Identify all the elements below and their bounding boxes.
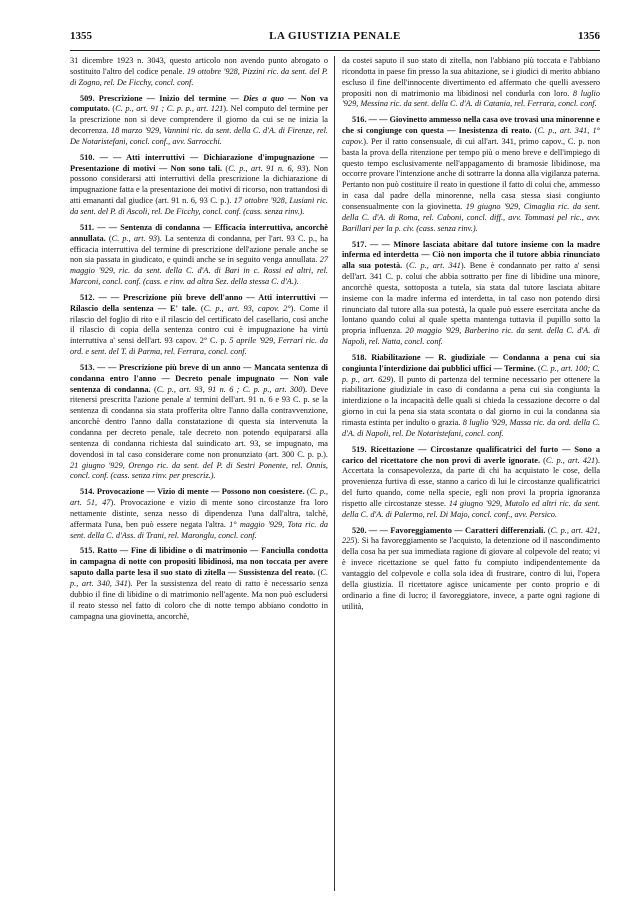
citation-run: 8 luglio '929, Messina ric. da sent. della C. d'A. di Catania, rel. Ferrara, concl. conf. [342,88,601,109]
citation-run: C. p., art. 341 [408,261,461,271]
citation-run: 19 giugno '929, Cimaglia ric. da sent. della C. d'A. di Roma, rel. Caboni, concl. diff., avv. Tommasi pel ric., avv. Barillari per la p. civ. (cass. senza rinv.). [342,201,600,233]
citation-run: 27 maggio '929, ric. da sent. della C. d'A. di Bari in c. Rossi ed altri, rel. Marconi, concl. conf. (cass. e rinv. ad altra Sez. della stessa C. d'A.). [70,255,328,287]
citation-run: C. p., art. 93, 91 n. 6 ; C. p. p., art. 300 [156,384,303,394]
text-run: ( [315,568,321,578]
citation-run: C. p., art. 340, 341 [70,568,329,588]
column-divider [334,56,335,891]
citation-run: 1° maggio '929, Tota ric. da sent. della C. d'Ass. di Trani, rel. Maronglu, concl. conf. [70,519,328,540]
citation-run: C. p., art. 421, 225 [342,525,600,546]
heading-run: 516. — — Giovinetto ammesso nella casa ove trovasi una minorenne e che si congiunge con questa — Inesistenza di reato. [342,115,600,136]
text-run: ). Provocazione e vizio di mente sono circostanze fra loro nettamente distinte, senza nesso di dipendenza l'una dall'altra, talchè, affermata l'una, ben può essere negata l'altra. [70,498,329,529]
heading-run: 515. Ratto — Fine di libidine o di matrimonio — Fanciulla condotta in campagna di notte con propositi libidinosi, ma non toccata per avere saputo dalla parte lesa il suo stato di zitella — Sussistenza del reato. [70,546,328,578]
heading-run: 519. Ricettazione — Circostanze qualificatrici del furto — Sono a carico del ricettatore che non provi di averle ignorate. [342,444,600,465]
entry-r0 [342,56,600,110]
page-header [70,30,600,48]
citation-run: C. p., art. 93 [111,233,157,243]
heading-run: 512. — — Prescrizione più breve dell'anno — Atti interruttivi — Rilascio della sentenza — E' tale. [70,292,328,313]
text-run: ). Per il ratto consensuale, di cui all'art. 341, primo capov., C. p. non basta la prova della ritenzione per tempo più o meno breve e dell'impiego di questo tempo esclusivamente nell'appagamento di bramosie libidinose, ma occorre provare l'intenzione anche di sottrarre la donna alla vigilanza paterna. Pertanto non può costituire il reato in questione il fatto di colui che, ammesso in casa dal padre della minorenne, nella casa stessa siasi congiunto consensualmente con la giovinetta. [342,136,600,211]
text-run: ( [304,487,310,497]
citation-run: 18 marzo '929, Vannini ric. da sent. della C. d'A. di Firenze, rel. De Notaristefani, concl. conf., avv. Sarrocchi. [70,126,328,146]
text-run: da costei saputo il suo stato di zitella, non l'abbiano più toccata e l'abbiano ricondotta in paese fin presso la sua abitazione, se i giudici di merito abbiano escluso il fine dell'innocente divertimento ed affermato che quelli avessero propositi non di matrimonio ma libidinosi nel condurla con loro. [342,56,600,98]
heading-run: — Non va computato. [70,93,329,114]
heading-run: 509. Prescrizione — Inizio del termine — [80,93,244,103]
citation-run: C. p., art. 341, 1° capov. [342,126,600,146]
text-run: ). Il punto di partenza del termine necessario per ottenere la riabilitazione giudiziale in caso di condanna a pena cui sia congiunta la interdizione o la incapacità delle quali si chieda la cessazione decorre o dal giorno in cui la pena sia stata scontata o dal giorno in cui la condanna sia rimasta estinta per indulto o grazia. [342,374,600,427]
citation-run: C. p., art. 91 n. 6, 93 [228,163,306,173]
text-run: ( [402,261,409,271]
text-run: ). La sentenza di condanna, per l'art. 93 C. p., ha efficacia interruttiva del termine di prescrizione dell'azione penale anche se non sia passata in giudicato, e quindi anche se in seguito venga annullata. [70,233,328,265]
entry-l511 [70,223,328,288]
citation-run: 19 ottobre '928, Pizzini ric. da sent. del P. di Zogno, rel. De Ficchy, concl. conf. [70,66,328,87]
heading-run: Dies a quo [243,93,284,103]
heading-run: 511. — — Sentenza di condanna — Efficacia interruttiva, ancorchè annullata. [70,222,328,243]
page-number-right: 1356 [578,30,600,42]
text-run: ). Deve ritenersi prescritta l'azione penale a' termini dell'art. 91 n. 6 e 93 C. p. se la sentenza di condanna sia stata profferita oltre l'anno dalla contravvenzione, ancorchè dentro l'anno dalla constatazione di questa sia intervenuta la condanna per decreto penale, tale decreto non potendo equipararsi alla sentenza di condanna richiesta dal suindicato art. 93, se impugnato, ma dovendosi in tal caso considerare come non pronunziato (art. 300 C. p. p.). [70,384,329,459]
entry-l509 [70,94,328,148]
journal-title: LA GIUSTIZIA PENALE [269,30,401,42]
citation-run: 21 giugno '929, Orengo ric. da sent. del P. di Sestri Ponente, rel. Onnis, concl. conf. (cass. senza rinv. per prescriz.). [70,460,328,481]
left-column [70,56,328,627]
citation-run: C. p., art. 421 [545,455,596,465]
text-run: ). Non possono considerarsi atti interruttivi della prescrizione la dichiarazione di impugnazione fatta e la presentazione dei motivi di ricorso, non trattandosi di atti emananti dal giudice (art. 91 n. 6, 93 C. p.). [70,163,329,206]
text-run: 31 dicembre 1923 n. 3043, questo articolo non avendo punto abrogato o sostituito l'altro del codice penale. [70,56,328,76]
citation-run: 17 ottobre '928, Lusiani ric. da sent. del P. di Ascoli, rel. De Ficchy, concl. conf. (cass. senza rinv.). [70,196,328,216]
text-run: ( [222,163,229,173]
heading-run: 510. — — Atti interruttivi — Dichiarazione d'impugnazione — Presentazione di motivi — Non sono tali. [70,152,328,173]
heading-run: 518. Riabilitazione — R. giudiziale — Condanna a pena cui sia congiunta l'interdizione dai pubblici uffici — Termine. [342,352,600,373]
text-run: ). Accertata la consapevolezza, da parte di chi ha acquistato le cose, della provenienza furtiva di esse, stanno a carico di lui le circostanze qualificatrici del furto quando, come nella specie, egli non provi la propria ignoranza rispetto alle circostanze stesse. [342,455,600,508]
text-run: ). Per la sussistenza del reato di ratto è necessario senza dubbio il fine di libidine o di matrimonio nell'agente. Ma non può escludersi il reato stesso nel fatto di coloro che di notte tempo abbiano condotto in campagna una giovinetta, ancorchè, [70,578,328,621]
citation-run: C. p., art. 51, 47 [70,487,328,508]
entry-l514 [70,487,328,541]
entry-r518 [342,353,600,440]
text-run: ). Si ha favoreggiamento se l'acquisto, la detenzione od il nascondimento della cosa ha per sua immediata ragione di giovare al colpevole del reato; vi è invece ricettazione se quel fatto fu compiuto indipendentemente da vantaggio del colpevole e colla sola idea di frustrare, contro di lui, l'opera della giustizia. Il ricettatore agisce unicamente per conto proprio e di ordinario a fine di lucro; il favoreggiatore, invece, a parte ogni ragione di utilità, [342,536,600,611]
text-run: ( [531,126,538,136]
text-run: ). Bene è condannato per ratto a' sensi dell'art. 341 C. p. colui che abbia sottratto per fine di libidine una minore, ancorchè questa, sottoposta a tutela, sia stata dal tutore lasciata abitare insieme con la madre inferma ed interdetta, in tal caso non potendo dirsi rinunciato dal tutore alla sua potestà, la quale può essere esercitata anche da lontano quando colui al quale spetta mantenga tuttavia il pupillo sotto la propria influenza. [342,261,600,336]
right-column [342,56,600,617]
entry-r517 [342,240,600,348]
text-run: ). Come il rilascio del foglio di rito e il rilascio del certificato del casellario, così anche il rilascio di copia della sentenza contro cui è impugnazione ha virtù interruttiva a' sensi dell'art. 93 capov. 2° C. p. [70,303,328,346]
entry-l510 [70,153,328,218]
citation-run: 20 maggio '929, Barberino ric. da sent. della C. d'A. di Napoli, rel. Natta, concl. conf. [342,326,600,347]
heading-run: 517. — — Minore lasciata abitare dal tutore insieme con la madre inferma ed interdetta — Ciò non importa che il tutore abbia rinunciato alla sua potestà. [342,239,600,271]
entry-l512 [70,293,328,358]
text-run: ( [535,363,541,373]
citation-run: C. p., art. 100; C. p. p., art. 629 [342,363,600,384]
entry-r516 [342,115,600,234]
text-run: ( [545,525,551,535]
heading-run: 514. Provocazione — Vizio di mente — Possono non coesistere. [80,487,305,497]
header-rule [70,50,600,51]
entry-l0 [70,56,328,89]
citation-run: C. p., art. 93, capov. 2° [203,303,291,313]
entry-l513 [70,363,328,482]
entry-l515 [70,546,328,622]
page-number-left: 1355 [70,30,92,42]
text-run: ( [109,104,116,114]
text-run: ( [150,384,157,394]
text-run: ( [540,455,546,465]
text-run: ). Nel computo del termine per la prescrizione non si deve comprendere il giorno da cui se ne inizia la decorrenza. [70,104,328,136]
entry-r520 [342,526,600,613]
text-run: ( [105,233,112,243]
citation-run: C. p., art. 91 ; C. p. p., art. 121 [115,104,224,114]
heading-run: 520. — — Favoreggiamento — Caratteri differenziali. [352,525,546,535]
entry-r519 [342,445,600,521]
text-run: ( [196,303,204,313]
citation-run: 5 aprile '929, Ferrari ric. da ord. e sent. del T. di Parma, rel. Ferrara, concl. conf. [70,336,328,357]
citation-run: 14 giugno '929, Mutolo ed altri ric. da sent. della C. d'A. di Palermo, rel. Di Majo, concl. conf., avv. Persico. [342,498,601,519]
heading-run: 513. — — Prescrizione più breve di un anno — Mancata sentenza di condanna entro l'anno — Decreto penale impugnato — Non vale sentenza di condanna. [70,362,328,394]
citation-run: 8 luglio '929, Massa ric. da ord. della C. d'A. di Napoli, rel. De Notaristefani, concl. conf. [342,418,600,438]
